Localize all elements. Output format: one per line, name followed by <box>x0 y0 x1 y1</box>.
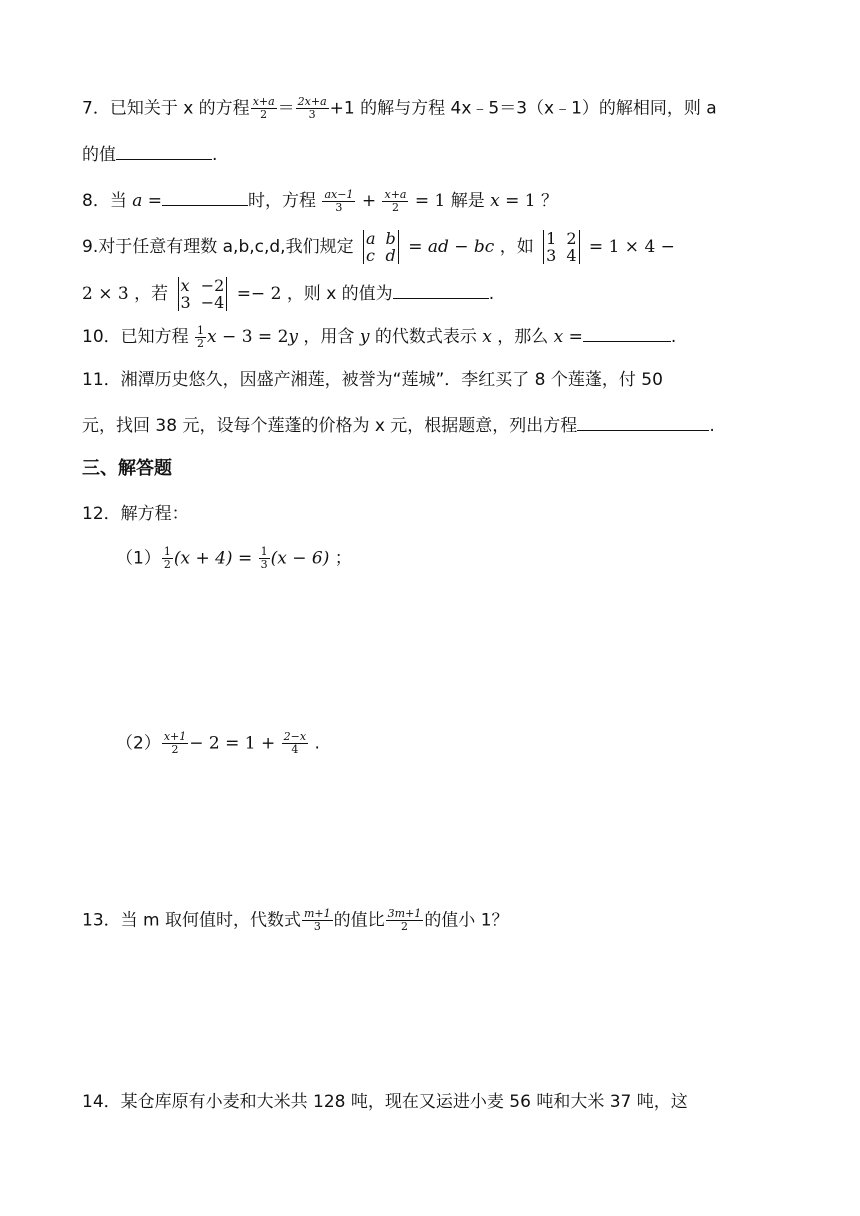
q9-determinant-definition: a b c d <box>361 230 401 264</box>
q8-fraction-1: $\frac{ax-1}{3}$ <box>324 187 354 214</box>
q9-determinant-condition: x −2 3 −4 <box>176 277 230 311</box>
q12-p2-fraction-1: $\frac{x+1}{2}$ <box>163 730 187 756</box>
q7-fraction-1: $\frac{x+a}{2}$ <box>252 95 275 121</box>
question-9-line-2: 2 × 3 ，若 x −2 3 −4 =− 2 ，则 x 的值为 . <box>82 276 495 312</box>
q9-determinant-example: 1 2 3 4 <box>541 230 581 264</box>
q12-p1-fraction-1: $\frac{1}{2}$ <box>163 545 171 571</box>
question-8: 8．当 a = 时，方程 $\frac{ax-1}{3}$ + $\frac{x+a}{2}$ = 1 解是 x = 1 ？ <box>82 187 559 214</box>
question-12-title: 12．解方程： <box>82 504 189 524</box>
question-12-part-2: （2） $\frac{x+1}{2}$ − 2 = 1 + $\frac{2-x}{4}$ . <box>116 730 320 756</box>
q7-text: 7．已知关于 x 的方程 <box>82 98 250 119</box>
q7-tail: +1 的解与方程 4x﹣5＝3（x﹣1）的解相同，则 a <box>329 98 717 119</box>
q13-fraction-2: $\frac{3m+1}{2}$ <box>387 907 422 933</box>
question-9-line-1: 9.对于任意有理数 a,b,c,d,我们规定 a b c d = ad − bc ，如 1 2 3 4 = 1 × 4 − <box>82 229 675 265</box>
question-7-line-1 <box>82 96 717 121</box>
question-13: 13．当 m 取何值时，代数式 $\frac{m+1}{3}$ 的值比 $\frac{3m+1}{2}$ 的值小 1？ <box>82 907 509 933</box>
q12-p2-fraction-2: $\frac{2-x}{4}$ <box>283 730 307 756</box>
q10-answer-blank[interactable] <box>583 323 671 342</box>
q7-fraction-2: $\frac{2x+a}{3}$ <box>297 95 327 121</box>
question-11-line-2: 元，找回 38 元，设每个莲蓬的价格为 x 元，根据题意，列出方程 . <box>82 412 715 438</box>
q7-answer-blank[interactable] <box>116 141 212 160</box>
question-10: 10．已知方程 $\frac{1}{2}$ x − 3 = 2y ，用含 y 的代数式表示 x ，那么 x = . <box>82 323 677 350</box>
q8-fraction-2: $\frac{x+a}{2}$ <box>384 187 407 214</box>
q8-answer-blank[interactable] <box>162 187 248 206</box>
question-7-line-2: 的值 . <box>82 141 217 167</box>
q13-fraction-1: $\frac{m+1}{3}$ <box>304 907 331 933</box>
question-11-line-1: 11．湘潭历史悠久，因盛产湘莲，被誉为“莲城”．李红买了 8 个莲蓬，付 50 <box>82 370 663 390</box>
section-heading: 三、解答题 <box>82 458 172 479</box>
q12-p1-fraction-2: $\frac{1}{3}$ <box>260 545 268 571</box>
question-14: 14．某仓库原有小麦和大米共 128 吨，现在又运进小麦 56 吨和大米 37 吨，这 <box>82 1092 688 1112</box>
q9-answer-blank[interactable] <box>393 280 489 299</box>
q7-equals: ＝ <box>277 98 295 119</box>
question-12-part-1: （1） $\frac{1}{2}$ (x + 4) = $\frac{1}{3}$ (x − 6) ； <box>116 545 352 571</box>
q11-answer-blank[interactable] <box>577 412 709 431</box>
q10-fraction: $\frac{1}{2}$ <box>197 323 205 350</box>
